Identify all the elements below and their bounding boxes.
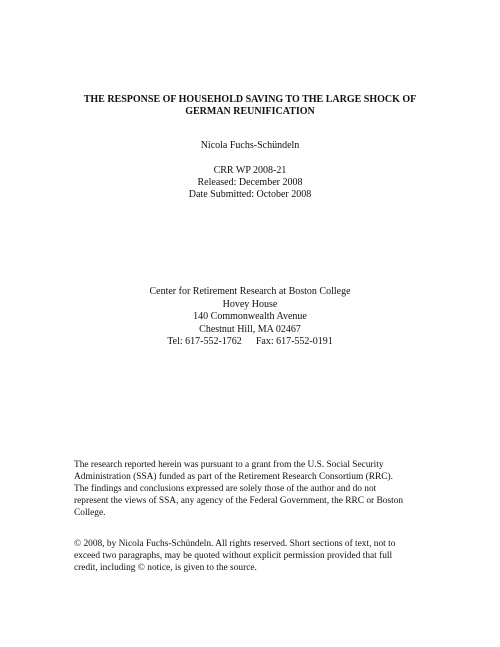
copyright-line-2: exceed two paragraphs, may be quoted without explicit permission provided that full: [74, 551, 393, 561]
telephone-number: Tel: 617-552-1762: [167, 336, 242, 347]
funding-line-4: represent the views of SSA, any agency of the Federal Government, the RRC or Boston: [74, 496, 404, 506]
institution-name: Center for Retirement Research at Boston College: [149, 286, 351, 297]
paper-title: [0, 94, 500, 118]
copyright-line-3: credit, including © notice, is given to the source.: [74, 563, 257, 573]
fax-number: Fax: 617-552-0191: [255, 336, 333, 347]
working-paper-number: CRR WP 2008-21: [213, 165, 287, 176]
title-line-2: GERMAN REUNIFICATION: [185, 106, 315, 117]
funding-disclaimer: [74, 459, 429, 519]
release-date: Released: December 2008: [197, 177, 303, 188]
funding-line-1: The research reported herein was pursuant to a grant from the U.S. Social Security: [74, 460, 384, 470]
funding-line-3: The findings and conclusions expressed are solely those of the author and do not: [74, 484, 377, 494]
institution-address: [0, 286, 500, 349]
street-address: 140 Commonwealth Avenue: [193, 311, 307, 322]
submission-date: Date Submitted: October 2008: [188, 189, 312, 200]
building-name: Hovey House: [222, 298, 278, 310]
author-name: Nicola Fuchs-Schündeln: [200, 140, 300, 151]
funding-line-5: College.: [74, 508, 106, 518]
contact-numbers: [0, 336, 500, 349]
copyright-notice: [74, 538, 429, 574]
title-line-1: THE RESPONSE OF HOUSEHOLD SAVING TO THE LARGE SHOCK OF: [83, 94, 417, 105]
funding-line-2: Administration (SSA) funded as part of the Retirement Research Consortium (RRC).: [74, 472, 393, 482]
copyright-line-1: © 2008, by Nicola Fuchs-Schündeln. All rights reserved. Short sections of text, not to: [74, 539, 396, 549]
city-state-zip: Chestnut Hill, MA 02467: [199, 323, 301, 335]
paper-metadata: [0, 165, 500, 201]
